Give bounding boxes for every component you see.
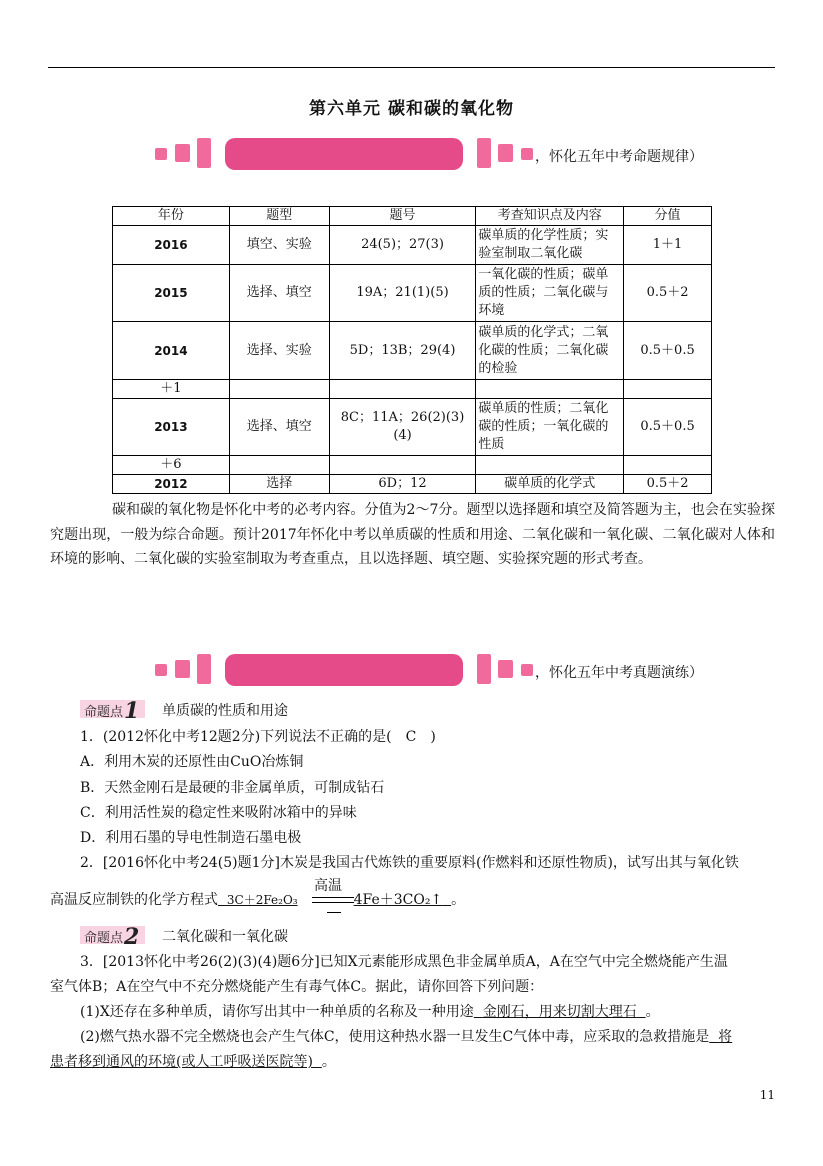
cell-score: 0.5＋2 — [624, 475, 712, 494]
cell-nums — [329, 456, 476, 475]
answer-blank-left — [218, 892, 227, 908]
table-row — [113, 322, 712, 380]
header-type: 题型 — [229, 207, 329, 226]
sub-1-answer: 金刚石，用来切割大理石 — [482, 1004, 637, 1020]
header-nums: 题号 — [329, 207, 476, 226]
question-1-option-b: B．天然金刚石是最硬的非金属单质，可制成钻石 — [80, 780, 385, 796]
table-row — [113, 226, 712, 265]
point-tag-text: 命题点 — [84, 931, 124, 946]
cell-knowledge: 碳单质的化学式 — [476, 475, 624, 494]
cell-type — [229, 380, 329, 399]
cell-nums: 6D；12 — [329, 475, 476, 494]
question-2-end: 。 — [451, 892, 466, 908]
equation-reactants: 3C＋2Fe₂O₃ — [226, 893, 298, 907]
question-3-sub-2 — [80, 1026, 732, 1046]
equation-products: 4Fe＋3CO₂↑ — [353, 892, 443, 908]
question-1-option-c: C．利用活性炭的稳定性来吸附冰箱中的异味 — [80, 805, 357, 821]
banner-label-rules: ，怀化五年中考命题规律） — [535, 149, 703, 165]
cell-score: 0.5＋0.5 — [624, 399, 712, 456]
sub-2-answer-start: 将 — [718, 1029, 733, 1045]
point-title-2: 二氧化碳和一氧化碳 — [162, 929, 288, 945]
equation-equals-line — [312, 902, 354, 903]
table-row — [113, 265, 712, 322]
table-row — [113, 399, 712, 456]
header-knowledge: 考查知识点及内容 — [476, 207, 624, 226]
point-tag-1 — [80, 698, 145, 724]
cell-year: 2014 — [113, 322, 230, 380]
question-3-sub-2-cont — [50, 1051, 336, 1071]
top-rule — [48, 67, 775, 68]
question-1-option-a: A．利用木炭的还原性由CuO冶炼铜 — [80, 754, 304, 770]
intro-paragraph: 碳和碳的氧化物是怀化中考的必考内容。分值为2～7分。题型以选择题和填空及简答题为主，也会在实验探究题出现，一般为综合命题。预计2017年怀化中考以单质碳的性质和用途、二氧化碳和一氧化碳、二氧化碳对人体和环境的影响、二氧化碳的实验室制取为考查重点，且以选择题、填空题、实验探究题的形式考查。 — [50, 502, 775, 567]
cell-knowledge: 碳单质的性质；二氧化碳的性质；一氧化碳的性质 — [476, 399, 624, 456]
sub-2-end: 。 — [321, 1054, 336, 1070]
cell-nums: 8C；11A；26(2)(3)(4) — [329, 399, 476, 456]
cell-score — [624, 380, 712, 399]
question-2-line2 — [50, 889, 465, 909]
point-tag-number: 1 — [124, 698, 140, 724]
section-banner-exercises — [155, 654, 715, 688]
cell-year: 2016 — [113, 226, 230, 265]
banner-label-exercises: ，怀化五年中考真题演练） — [535, 665, 703, 681]
header-year: 年份 — [113, 207, 230, 226]
equation-short-line — [327, 912, 341, 913]
sub-2-answer-pad — [709, 1029, 718, 1045]
cell-knowledge: 一氧化碳的性质；碳单质的性质；二氧化碳与环境 — [476, 265, 624, 322]
question-3-stem-1: 3．[2013怀化中考26(2)(3)(4)题6分]已知X元素能形成黑色非金属单质A，A在空气中完全燃烧能产生温 — [80, 954, 728, 970]
question-1-stem: 1．(2012怀化中考12题2分)下列说法不正确的是( C ) — [80, 729, 436, 745]
cell-score — [624, 456, 712, 475]
cell-score: 0.5＋2 — [624, 265, 712, 322]
table-row — [113, 380, 712, 399]
sub-1-end: 。 — [645, 1004, 660, 1020]
cell-type: 填空、实验 — [229, 226, 329, 265]
section-banner-rules — [155, 138, 715, 172]
cell-year: ＋6 — [113, 456, 230, 475]
question-2-stem: 2．[2016怀化中考24(5)题1分]木炭是我国古代炼铁的重要原料(作燃料和还原性物质)，试写出其与氧化铁 — [80, 855, 739, 871]
header-score: 分值 — [624, 207, 712, 226]
cell-type: 选择 — [229, 475, 329, 494]
cell-nums: 19A；21(1)(5) — [329, 265, 476, 322]
sub-2-answer-pad — [313, 1054, 322, 1070]
cell-type: 选择、填空 — [229, 399, 329, 456]
cell-year: 2013 — [113, 399, 230, 456]
point-tag-2 — [80, 924, 145, 950]
point-tag-number: 2 — [124, 924, 140, 950]
question-1-option-d: D．利用石墨的导电性制造石墨电极 — [80, 830, 302, 846]
cell-year: 2015 — [113, 265, 230, 322]
page-title: 第六单元 碳和碳的氧化物 — [309, 99, 514, 119]
table-row — [113, 456, 712, 475]
page-number: 11 — [759, 1088, 775, 1102]
question-2-prefix: 高温反应制铁的化学方程式 — [50, 892, 218, 908]
cell-nums — [329, 380, 476, 399]
sub-1-prefix: (1)X还存在多种单质，请你写出其中一种单质的名称及一种用途 — [80, 1004, 474, 1020]
sub-1-answer-pad — [474, 1004, 483, 1020]
point-tag-text: 命题点 — [84, 705, 124, 720]
cell-score: 1＋1 — [624, 226, 712, 265]
cell-nums: 24(5)；27(3) — [329, 226, 476, 265]
cell-year: 2012 — [113, 475, 230, 494]
answer-blank-right — [442, 892, 451, 908]
cell-type — [229, 456, 329, 475]
table-row — [113, 475, 712, 494]
cell-knowledge — [476, 380, 624, 399]
cell-knowledge — [476, 456, 624, 475]
question-3-stem-2: 室气体B；A在空气中不充分燃烧能产生有毒气体C。据此，请你回答下列问题： — [50, 979, 544, 995]
cell-score: 0.5＋0.5 — [624, 322, 712, 380]
cell-knowledge: 碳单质的化学式；二氧化碳的性质；二氧化碳的检验 — [476, 322, 624, 380]
cell-nums: 5D；13B；29(4) — [329, 322, 476, 380]
cell-knowledge: 碳单质的化学性质；实验室制取二氧化碳 — [476, 226, 624, 265]
table-header-row — [113, 207, 712, 226]
question-3-sub-1 — [80, 1001, 660, 1021]
cell-year: ＋1 — [113, 380, 230, 399]
cell-type: 选择、实验 — [229, 322, 329, 380]
equation-equals-line — [312, 897, 354, 898]
equation-condition: 高温 — [314, 878, 342, 894]
cell-type: 选择、填空 — [229, 265, 329, 322]
sub-2-prefix: (2)燃气热水器不完全燃烧也会产生气体C，使用这种热水器一旦发生C气体中毒，应采取的急救措施是 — [80, 1029, 710, 1045]
sub-1-answer-pad — [637, 1004, 646, 1020]
point-title-1: 单质碳的性质和用途 — [162, 703, 288, 719]
exam-rules-table — [112, 206, 712, 494]
sub-2-answer-rest: 患者移到通风的环境(或人工呼吸送医院等) — [50, 1054, 313, 1070]
